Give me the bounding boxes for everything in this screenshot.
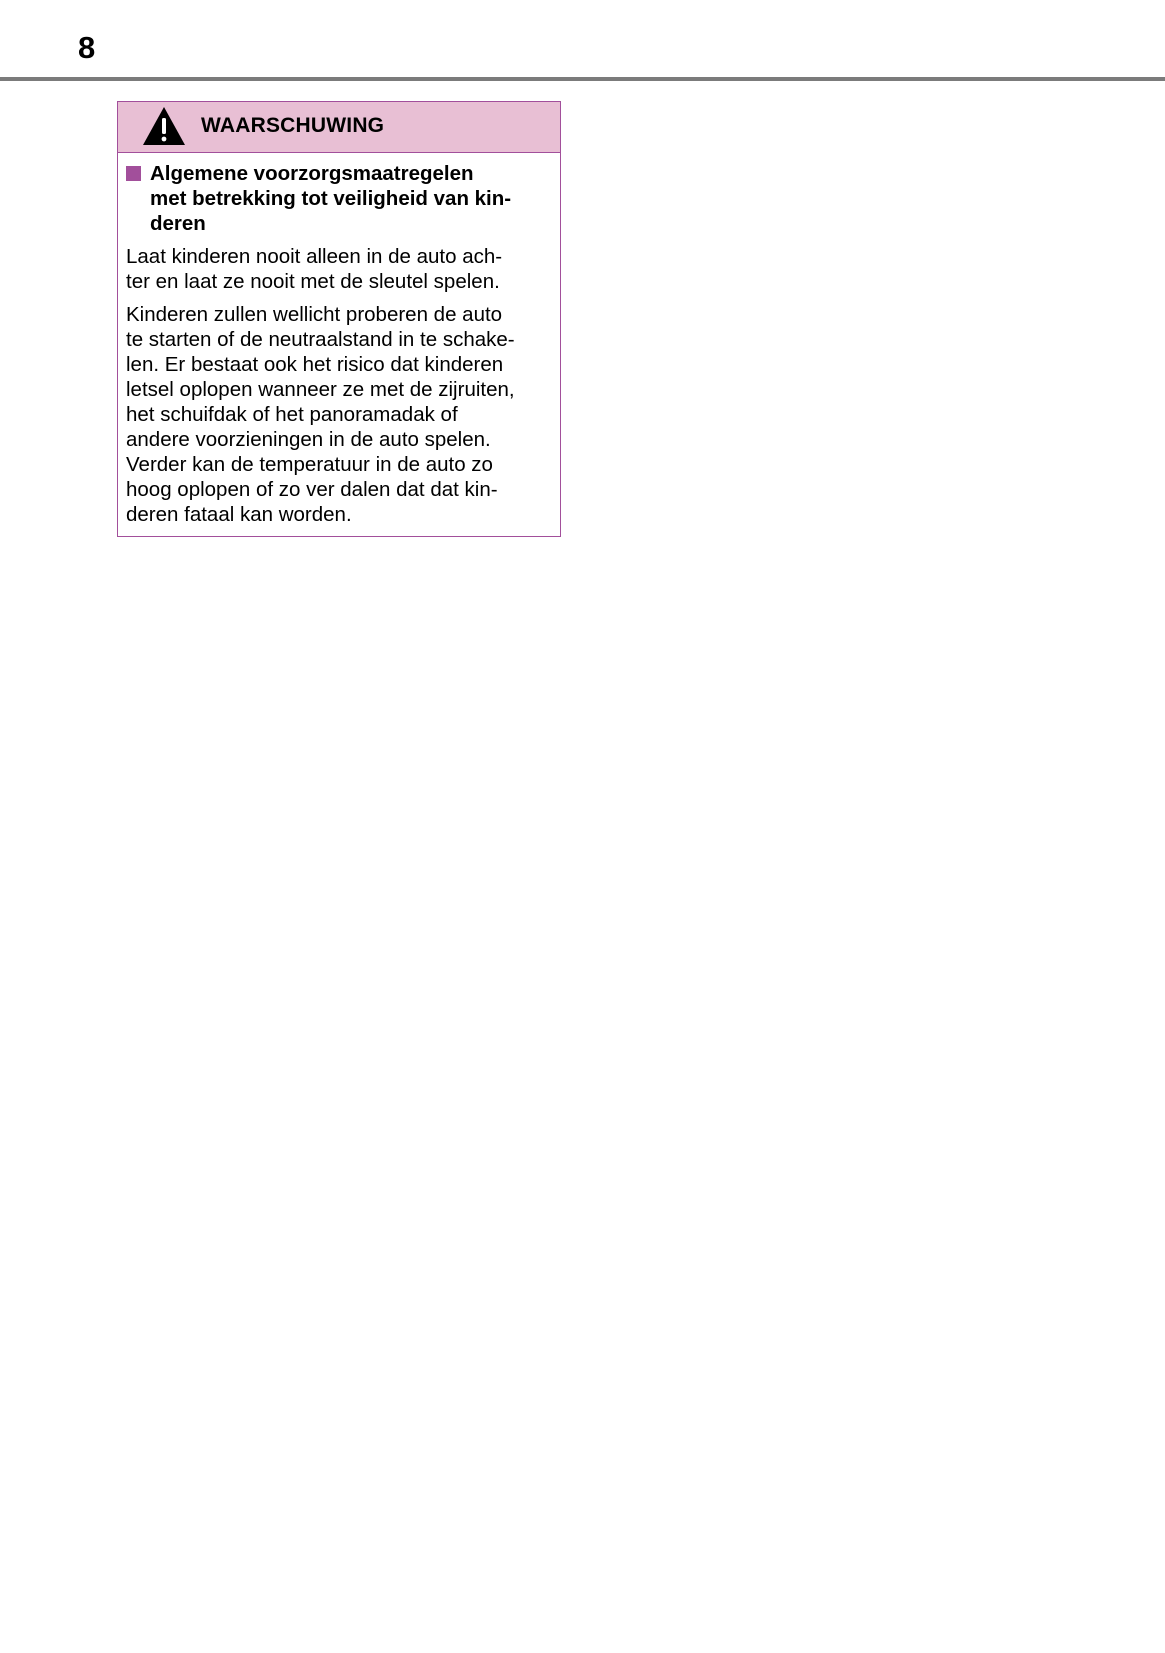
- paragraph-line: deren fataal kan worden.: [126, 503, 352, 526]
- warning-triangle-icon: [142, 106, 186, 146]
- bullet-square-icon: [126, 166, 141, 181]
- paragraph-1: [126, 244, 550, 294]
- paragraph-line: Verder kan de temperatuur in de auto zo: [126, 453, 493, 476]
- paragraph-line: het schuifdak of het panoramadak of: [126, 403, 458, 426]
- paragraph-2: [126, 302, 550, 527]
- warning-header: [118, 102, 560, 153]
- paragraph-line: Laat kinderen nooit alleen in de auto ach-: [126, 245, 503, 268]
- warning-box: [117, 101, 561, 537]
- subheading-line: met betrekking tot veiligheid van kin-: [150, 187, 512, 210]
- page-number: 8: [78, 30, 96, 65]
- header-rule: [0, 77, 1165, 81]
- warning-subheading: [126, 161, 550, 236]
- subheading-line: deren: [150, 212, 206, 235]
- paragraph-line: letsel oplopen wanneer ze met de zijruiten,: [126, 378, 515, 401]
- paragraph-line: te starten of de neutraalstand in te schake-: [126, 328, 515, 351]
- paragraph-line: Kinderen zullen wellicht proberen de auto: [126, 303, 503, 326]
- paragraph-line: len. Er bestaat ook het risico dat kinderen: [126, 353, 504, 376]
- subheading-line: Algemene voorzorgsmaatregelen: [150, 162, 474, 185]
- paragraph-line: hoog oplopen of zo ver dalen dat dat kin-: [126, 478, 498, 501]
- warning-body: [118, 153, 560, 527]
- paragraph-line: ter en laat ze nooit met de sleutel spelen.: [126, 270, 500, 293]
- paragraph-line: andere voorzieningen in de auto spelen.: [126, 428, 491, 451]
- warning-title: WAARSCHUWING: [201, 114, 385, 137]
